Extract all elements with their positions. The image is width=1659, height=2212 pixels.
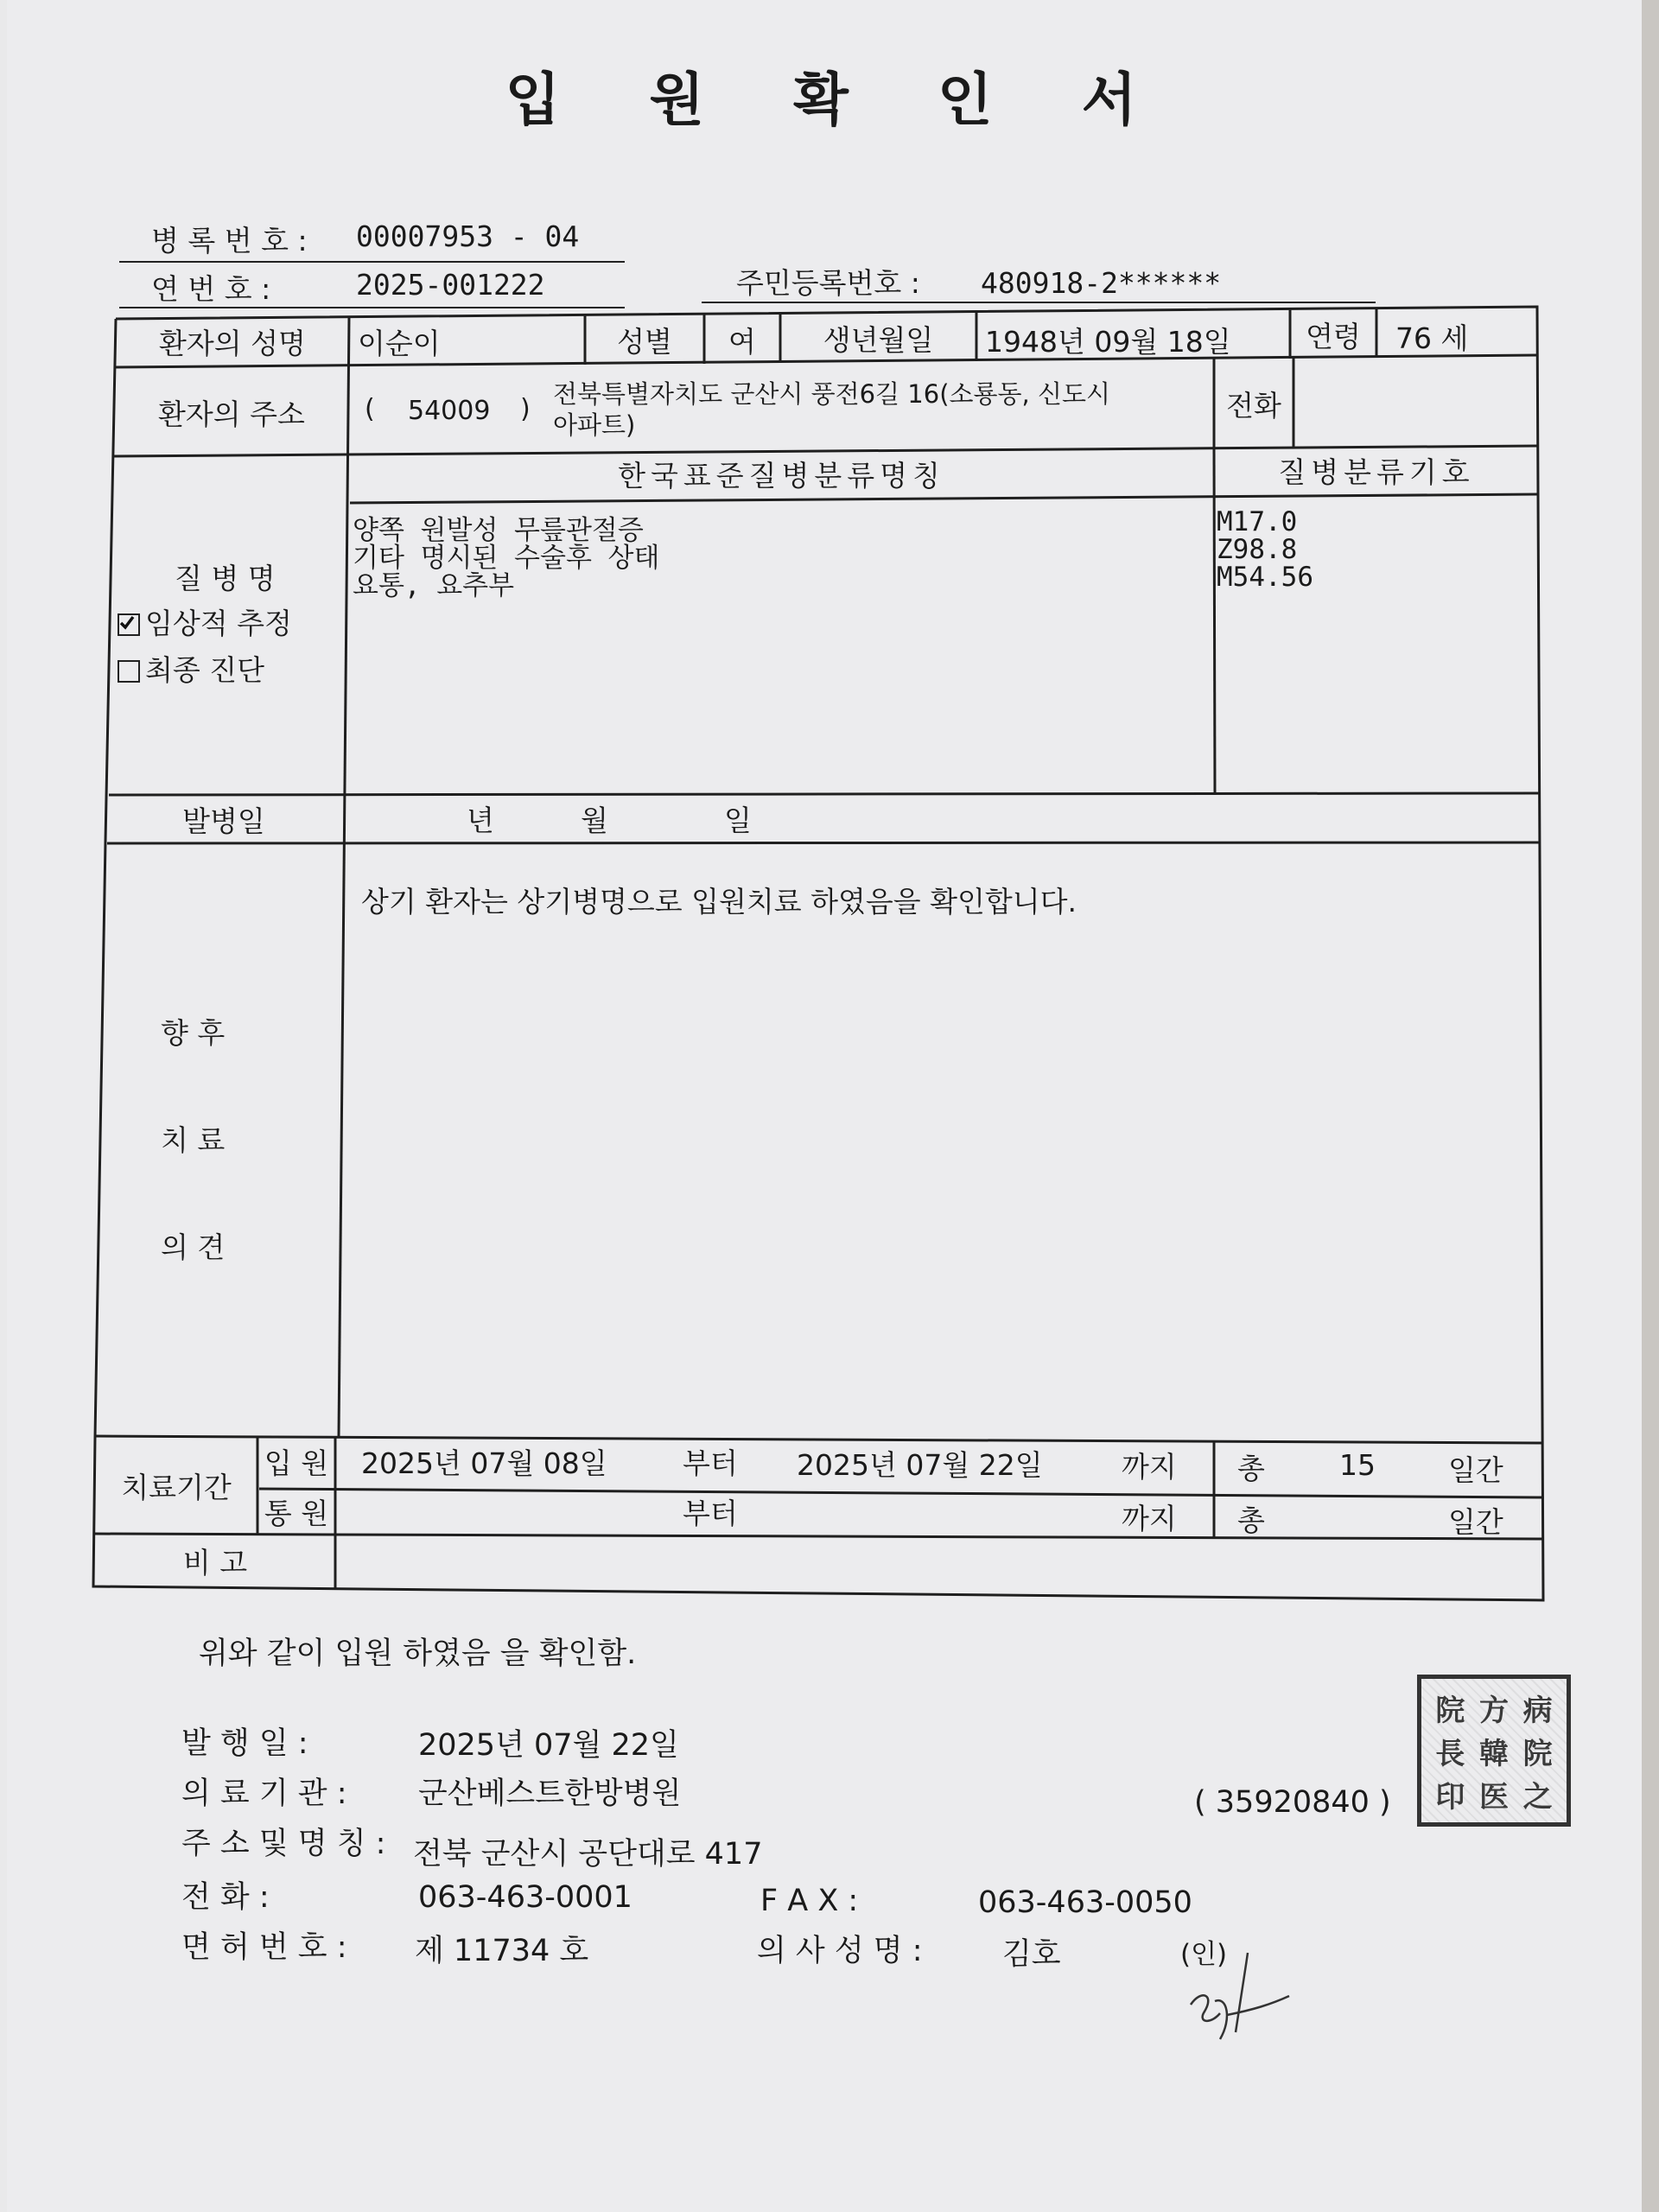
record-no-label: 병 록 번 호 : bbox=[151, 224, 308, 257]
final-diagnosis-option bbox=[118, 648, 264, 689]
zip-code: 54009 bbox=[408, 396, 491, 426]
clinical-estimate-label: 임상적 추정 bbox=[145, 607, 292, 640]
patient-name: 이순이 bbox=[358, 327, 441, 360]
opinion-text: 상기 환자는 상기병명으로 입원치료 하였음을 확인합니다. bbox=[361, 885, 1077, 918]
diagnosis-name-header: 한국표준질병분류명칭 bbox=[618, 458, 945, 493]
fax-value: 063-463-0050 bbox=[978, 1885, 1192, 1920]
institution-name: 군산베스트한방병원 bbox=[418, 1777, 682, 1811]
birth-label: 생년월일 bbox=[823, 322, 934, 357]
fax-label: F A X : bbox=[760, 1884, 859, 1918]
zip-open: ( bbox=[365, 394, 375, 424]
address-line-2: 아파트) bbox=[553, 410, 636, 440]
onset-day-unit: 일 bbox=[724, 804, 752, 837]
seal-word: (인) bbox=[1180, 1939, 1228, 1970]
sex-label: 성별 bbox=[617, 324, 672, 359]
tel-label: 전 화 : bbox=[181, 1880, 270, 1915]
clinical-estimate-option bbox=[118, 601, 292, 642]
checkbox-empty-icon bbox=[118, 660, 140, 683]
doctor-name: 김호 bbox=[1002, 1937, 1061, 1972]
license-value: 제 11734 호 bbox=[415, 1934, 589, 1968]
inpatient-to-word: 까지 bbox=[1122, 1450, 1177, 1484]
age-label: 연령 bbox=[1306, 319, 1361, 353]
institution-address: 전북 군산시 공단대로 417 bbox=[413, 1837, 763, 1872]
opinion-label-3: 의 견 bbox=[161, 1230, 226, 1264]
diagnosis-item-code: M17.0 bbox=[1217, 506, 1298, 537]
document-title: 입 원 확 인 서 bbox=[505, 67, 1172, 133]
address-line-1: 전북특별자치도 군산시 풍전6길 16(소룡동, 신도시 bbox=[553, 379, 1111, 409]
outpatient-from-word: 부터 bbox=[683, 1497, 738, 1530]
diagnosis-side-label: 질 병 명 bbox=[175, 562, 276, 595]
record-no: 00007953 - 04 bbox=[356, 219, 580, 253]
doctor-label: 의 사 성 명 : bbox=[757, 1934, 923, 1968]
issue-date: 2025년 07월 22일 bbox=[418, 1728, 679, 1763]
diagnosis-item-code: Z98.8 bbox=[1217, 534, 1298, 565]
confirm-text: 위와 같이 입원 하였음 을 확인함. bbox=[199, 1637, 637, 1671]
onset-year-unit: 년 bbox=[467, 804, 494, 837]
outpatient-days-word: 일간 bbox=[1448, 1505, 1503, 1539]
issue-date-label: 발 행 일 : bbox=[181, 1726, 308, 1761]
birth-value: 1948년 09월 18일 bbox=[985, 325, 1231, 359]
checkbox-checked-icon bbox=[118, 613, 140, 636]
onset-label: 발병일 bbox=[182, 804, 265, 838]
patient-name-label: 환자의 성명 bbox=[159, 326, 306, 360]
onset-month-unit: 월 bbox=[581, 804, 608, 837]
age-value: 76 세 bbox=[1395, 321, 1469, 355]
doctor-signature bbox=[1175, 1936, 1296, 2048]
address-label: 환자의 주소 bbox=[158, 397, 305, 431]
phone-label: 전화 bbox=[1226, 388, 1281, 423]
outpatient-label: 통 원 bbox=[264, 1496, 329, 1530]
remarks-label: 비 고 bbox=[182, 1545, 248, 1580]
hospital-seal: 院 方 病 長 韓 院 印 医 之 bbox=[1417, 1675, 1571, 1827]
address-name-label: 주 소 및 명 칭 : bbox=[181, 1827, 386, 1861]
inpatient-days: 15 bbox=[1339, 1448, 1376, 1482]
diagnosis-code-header: 질병분류기호 bbox=[1278, 454, 1475, 489]
inpatient-total-word: 총 bbox=[1237, 1452, 1265, 1485]
diagnosis-item-name: 요통, 요추부 bbox=[353, 570, 515, 601]
serial-no: 2025-001222 bbox=[356, 268, 545, 302]
resident-no: 480918-2****** bbox=[981, 266, 1222, 300]
inpatient-to-date: 2025년 07월 22일 bbox=[797, 1448, 1043, 1482]
diagnosis-item-name: 양쪽 원발성 무릎관절증 bbox=[353, 515, 644, 546]
final-diagnosis-label: 최종 진단 bbox=[145, 653, 265, 687]
tel-value: 063-463-0001 bbox=[418, 1880, 632, 1915]
inpatient-days-word: 일간 bbox=[1448, 1453, 1503, 1487]
serial-no-label: 연 번 호 : bbox=[151, 272, 271, 306]
outpatient-to-word: 까지 bbox=[1122, 1502, 1177, 1535]
inpatient-label: 입 원 bbox=[264, 1446, 329, 1480]
zip-close: ) bbox=[520, 394, 531, 424]
opinion-label-1: 향 후 bbox=[161, 1016, 226, 1050]
institution-label: 의 료 기 관 : bbox=[181, 1777, 347, 1811]
institution-code: ( 35920840 ) bbox=[1194, 1785, 1391, 1820]
sex-value: 여 bbox=[728, 324, 756, 359]
outpatient-total-word: 총 bbox=[1237, 1503, 1265, 1537]
diagnosis-item-name: 기타 명시된 수술후 상태 bbox=[353, 543, 660, 574]
resident-no-label: 주민등록번호 : bbox=[736, 266, 920, 300]
inpatient-from-date: 2025년 07월 08일 bbox=[361, 1446, 607, 1480]
inpatient-from-word: 부터 bbox=[683, 1446, 738, 1480]
diagnosis-item-code: M54.56 bbox=[1217, 562, 1313, 593]
opinion-label-2: 치 료 bbox=[161, 1123, 226, 1157]
period-label: 치료기간 bbox=[121, 1470, 232, 1504]
license-label: 면 허 번 호 : bbox=[181, 1930, 347, 1965]
